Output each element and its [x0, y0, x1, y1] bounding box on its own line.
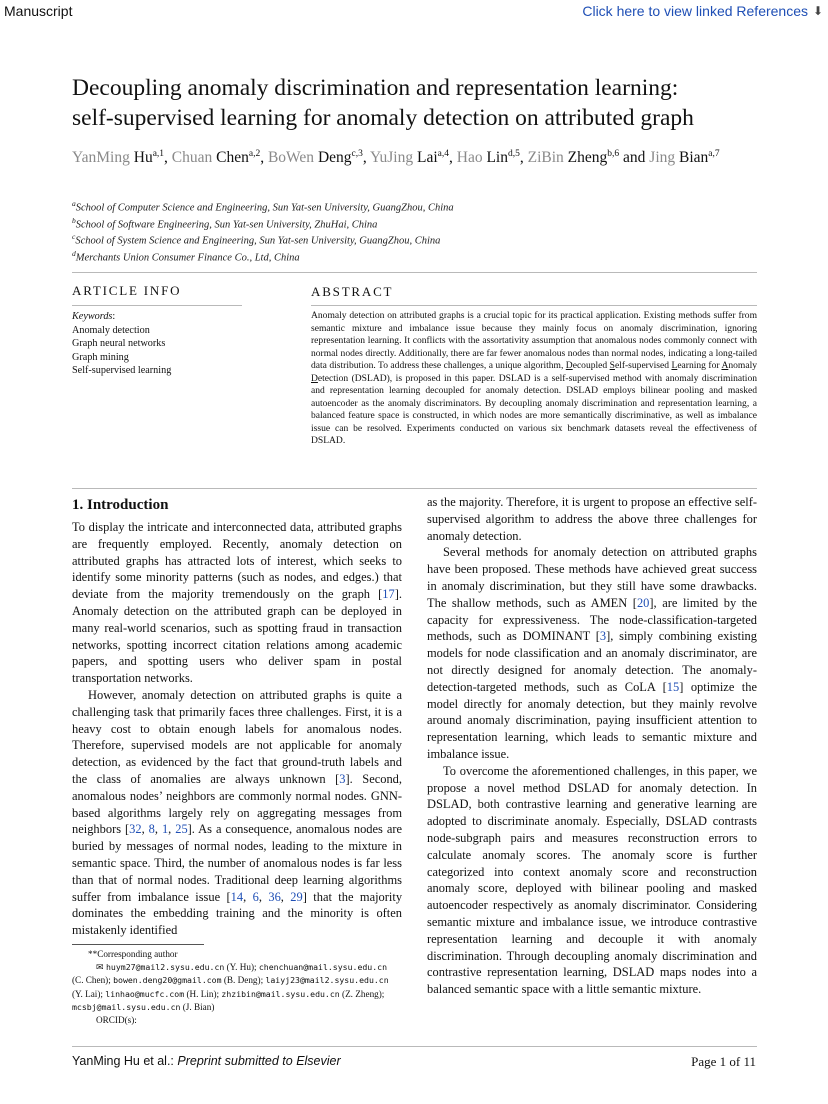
abstract-part: Anomaly detection on attributed graphs is a crucial topic for its practical application. Existing methods suffer from semantic mixture and imbalance issue because they mainly focus on anomaly discrimination, ignoring representation learning. It conflicts with the assortativity assumption that anomalous nodes commonly connect with normal nodes directly. Additionally, there are far fewer anomalous nodes than normal nodes, indicating a long-tailed data distribution. To address these challenges, a unique algorithm, — [311, 310, 757, 371]
keywords-label: Keywords — [72, 311, 113, 322]
citation-link[interactable]: 25 — [175, 822, 188, 837]
citation-link[interactable]: 20 — [636, 595, 650, 610]
author-affiliation-mark: a,4 — [437, 149, 449, 159]
text-span: ] that the majority dominates the embedding training and the minority is often mistakenly identified — [72, 889, 403, 938]
text-span: , — [141, 822, 149, 837]
email-line — [72, 1001, 402, 1014]
affiliation-text: School of Computer Science and Engineering, Sun Yat-sen University, GuangZhou, China — [75, 202, 454, 214]
text-span: ] optimize the model directly for anomaly detection, but they mainly revolve around anomaly discrimination, paying insufficient attention to representation learning, which leads to semantic mixture and imbalance issue. — [427, 679, 758, 761]
author-last-name: Lin — [486, 149, 508, 167]
author-name — [268, 149, 363, 166]
email-owner: (Y. Lai); — [72, 988, 103, 999]
text-span: To display the intricate and interconnected data, attributed graphs are frequently employed. Recently, anomaly detection on attributed graphs has attracted lots of interest, which seeks to identify some minority patterns (such as nodes, and edges.) that deviate from the majority tremendously on the graph [ — [72, 520, 402, 602]
email-address[interactable]: mcsbj@mail.sysu.edu.cn — [72, 1001, 181, 1012]
article-info-heading: ARTICLE INFO — [72, 283, 182, 298]
acronym-letter: A — [721, 360, 729, 371]
acronym-letter: L — [671, 360, 678, 371]
citation-link[interactable]: 3 — [339, 771, 346, 786]
author-name — [649, 149, 719, 166]
author-affiliation-mark: a,2 — [248, 149, 261, 159]
text-span: ]. Anomaly detection on the attributed graph can be deployed in many real-world scenarios, such as spotting fraud in transaction networks, spotting incorrect citation relations among academic papers, and spotting users who deliver spam in postal transportation networks. — [72, 587, 402, 686]
abstract-part: etection — [317, 372, 349, 384]
citation-link[interactable]: 36 — [268, 889, 281, 904]
text-span: , — [258, 889, 269, 904]
author-name — [528, 149, 620, 166]
author-first-name: Hao — [456, 149, 483, 167]
affiliation-line — [72, 249, 772, 264]
email-address[interactable]: bowen.deng20@gmail.com — [113, 975, 222, 986]
author-and: and — [623, 149, 646, 167]
author-name — [370, 149, 449, 166]
citation-link[interactable]: 3 — [599, 629, 607, 644]
text-span: Several methods for anomaly detection on attributed graphs have been proposed. These methods have achieved great success in anomaly discrimination, but they still have some drawbacks. The shallow methods, such as AMEN [ — [427, 545, 757, 610]
keyword-item: Self-supervised learning — [72, 365, 172, 376]
author-name — [172, 149, 260, 166]
email-owner: (B. Deng); — [223, 975, 264, 986]
keywords-list — [72, 324, 242, 378]
affiliation-mark: a — [72, 199, 76, 208]
linked-references-link[interactable]: Click here to view linked References — [582, 3, 808, 19]
email-address[interactable]: chenchuan@mail.sysu.edu.cn — [258, 962, 388, 973]
author-last-name: Lai — [417, 149, 438, 167]
email-line — [72, 961, 402, 974]
affiliation-text: School of System Science and Engineering, Sun Yat-sen University, GuangZhou, China — [75, 235, 441, 247]
author-last-name: Hu — [133, 149, 153, 167]
author-last-name: Deng — [317, 149, 352, 167]
abstract-heading: ABSTRACT — [311, 284, 394, 299]
affiliation-mark: b — [72, 215, 76, 225]
paper-title — [72, 73, 762, 133]
author-affiliation-mark: d,5 — [507, 149, 520, 159]
citation-link[interactable]: 1 — [161, 822, 169, 837]
citation-link[interactable]: 32 — [129, 822, 142, 837]
abstract-part: ecoupled — [572, 360, 610, 371]
citation-link[interactable]: 6 — [252, 889, 259, 904]
author-first-name: Chuan — [171, 149, 213, 167]
affiliation-text: School of Software Engineering, Sun Yat-sen University, ZhuHai, China — [75, 219, 378, 230]
footnote — [72, 948, 402, 1027]
keywords-block: Keywords: Anomaly detection Graph neural networks Graph mining Self-supervised learning — [72, 310, 242, 378]
affiliation-line — [72, 216, 772, 231]
citation-link[interactable]: 17 — [382, 587, 395, 602]
author-first-name: ZiBin — [527, 149, 564, 167]
text-span: , — [168, 822, 176, 837]
text-span: However, anomaly detection on attributed graphs is quite a challenging task that primarily faces three challenges. First, it is a heavy cost to obtain enough labels for anomalous nodes. Therefore, supervised models are not applicable for anomaly detection, as evidenced by the fact that ground-truth labels and the class of anomalies are always unknown [ — [72, 687, 402, 786]
text-span: as the majority. Therefore, it is urgent to propose an effective self-supervised algorithm to address the above three challenges for anomaly detection. — [427, 495, 757, 543]
text-span: , — [243, 889, 253, 904]
author-last-name: Zheng — [567, 149, 608, 167]
author-last-name: Bian — [679, 149, 709, 167]
abstract-divider — [72, 488, 757, 489]
author-affiliation-mark: a,7 — [708, 149, 720, 159]
email-address[interactable]: linhao@mucfc.com — [105, 988, 185, 999]
text-span: ], are limited by the capacity for expressiveness. The node-classification-targeted methods, such as DOMINANT [ — [427, 595, 757, 644]
affiliation-line — [72, 232, 772, 247]
email-line — [72, 974, 402, 987]
footer-status: Preprint submitted to Elsevier — [177, 1054, 341, 1068]
acronym-letter: D — [311, 372, 318, 384]
email-owner: (H. Lin); — [186, 988, 220, 999]
text-span: , — [154, 822, 162, 837]
citation-link[interactable]: 29 — [290, 889, 303, 904]
corresponding-label: Corresponding author — [97, 949, 178, 959]
email-address[interactable]: zhzibin@mail.sysu.edu.cn — [221, 988, 340, 999]
citation-link[interactable]: 8 — [148, 822, 155, 837]
email-owner: (C. Chen); — [72, 975, 111, 986]
author-first-name: YuJing — [370, 149, 414, 167]
abstract-part: (DSLAD), is proposed in this paper. DSLAD is a self-supervised method with anomaly discrimination and representation learning decoupled for anomaly detection. DSLAD employs bilinear pooling and masked autoencoder as the anomaly discriminators. By decoupling anomaly discrimination and representation learning, a balanced feature space is constructed, in which nodes are more semantically discriminative, as well as imbalance issue can be resolved. Experiments conducted on various six benchmark datasets reveal the effectiveness of DSLAD. — [311, 372, 757, 446]
top-bar — [0, 0, 828, 26]
title-line-2: self-supervised learning for anomaly detection on attributed graph — [72, 105, 694, 131]
email-line — [72, 988, 402, 1001]
email-owner: (Z. Zheng); — [342, 988, 385, 999]
abstract-part: earning for — [677, 360, 722, 371]
text-span: , — [280, 889, 291, 904]
asterisk-icon: ** — [88, 949, 98, 959]
paragraph — [427, 544, 757, 762]
keyword-item: Anomaly detection — [72, 324, 150, 336]
author-name — [457, 149, 520, 166]
text-span: ], simply combining existing models for node classification and an anomaly discriminator, are not directly designed for anomaly detection. The anomaly-detection-targeted methods, such as CoLA [ — [427, 629, 757, 694]
email-owner: (Y. Hu); — [226, 962, 257, 973]
left-column — [72, 519, 402, 939]
author-last-name: Chen — [216, 149, 249, 167]
author-name — [72, 149, 164, 166]
footer-author: YanMing Hu et al.: Preprint submitted to Elsevier — [72, 1054, 341, 1068]
paragraph — [427, 494, 757, 544]
corresponding-author-note — [72, 948, 402, 961]
paragraph — [72, 519, 402, 687]
affiliation-line — [72, 199, 772, 214]
author-list: YanMing Hu$^{a,1}$, Chuan Chen$^{a,2}$, BoWen Deng$^{c,3}$, YuJing Lai$^{a,4}$, Hao Lin$^{d,5}$, ZiBin Zheng$^{b,6}$ and Jing Bian$^{a,7}$ — [72, 149, 720, 167]
acronym-letter: D — [565, 360, 573, 371]
text-span: ]. As a consequence, anomalous nodes are buried by messages of normal nodes, leading to the mixture in semantic space. Third, the number of anomalous nodes is far less than that of normal nodes. Traditional deep learning algorithms suffer from imbalance issue [ — [72, 822, 403, 904]
keyword-item: Graph mining — [72, 351, 129, 363]
article-info-rule — [72, 305, 242, 306]
title-line-1: Decoupling anomaly discrimination and representation learning: — [72, 75, 679, 101]
footnote-rule — [72, 944, 204, 945]
email-address[interactable]: huym27@mail2.sysu.edu.cn — [106, 962, 225, 973]
orcid-label: ORCID(s): — [96, 1015, 137, 1026]
acronym-letter: S — [609, 360, 615, 371]
abstract-rule — [311, 305, 757, 306]
abstract-part: elf-supervised — [614, 360, 672, 371]
abstract-part: nomaly — [728, 360, 757, 371]
author-affiliation-mark: a,1 — [152, 149, 165, 159]
header-divider — [72, 272, 757, 273]
text-span: To overcome the aforementioned challenges, in this paper, we propose a novel method DSLAD for anomaly detection. In DSLAD, both contrastive learning and generative learning are adopted to discriminate anomaly. Especially, DSLAD contrasts node-subgraph pairs and measures reconstruction errors to calculate anomaly scores. The anomaly score is further categorized into context anomaly score and reconstruction anomaly score, deployed with bilinear pooling and masked autoencoder respectively as anomaly discriminator. Considering semantic mixture and imbalance issue, we introduce contrastive representation learning and decouple it with anomaly discrimination. Through decoupling anomaly discrimination and contrastive representation learning, DSLAD maps nodes into a balanced semantic space with a little semantic mixture. — [427, 763, 757, 997]
email-owner: (J. Bian) — [182, 1001, 215, 1012]
author-affiliation-mark: b,6 — [607, 149, 620, 159]
footer-divider — [72, 1046, 757, 1047]
author-first-name: BoWen — [267, 149, 315, 167]
section-heading-introduction: 1. Introduction — [72, 497, 169, 513]
right-column — [427, 494, 757, 998]
author-affiliation-mark: c,3 — [351, 149, 363, 159]
text-span: ]. Second, anomalous nodes’ neighbors are commonly normal nodes. GNN-based algorithms largely rely on aggregating messages from neighbors [ — [72, 771, 403, 837]
paragraph — [427, 763, 757, 998]
email-icon: ✉ — [96, 962, 106, 973]
email-address[interactable]: laiyj23@mail2.sysu.edu.cn — [265, 975, 389, 986]
paragraph — [72, 687, 402, 939]
manuscript-label: Manuscript — [4, 3, 73, 19]
author-first-name: YanMing — [72, 149, 130, 167]
page-number: Page 1 of 11 — [691, 1054, 756, 1069]
keyword-item: Graph neural networks — [72, 338, 166, 349]
affiliation-text: Merchants Union Consumer Finance Co., Ltd, China — [75, 252, 300, 263]
abstract-text — [311, 310, 757, 448]
affiliation-mark: c — [72, 232, 76, 241]
affiliation-mark: d — [72, 248, 76, 258]
download-icon[interactable]: ⬇ — [812, 4, 823, 18]
citation-link[interactable]: 15 — [666, 679, 680, 694]
author-first-name: Jing — [649, 149, 676, 167]
citation-link[interactable]: 14 — [230, 889, 244, 904]
